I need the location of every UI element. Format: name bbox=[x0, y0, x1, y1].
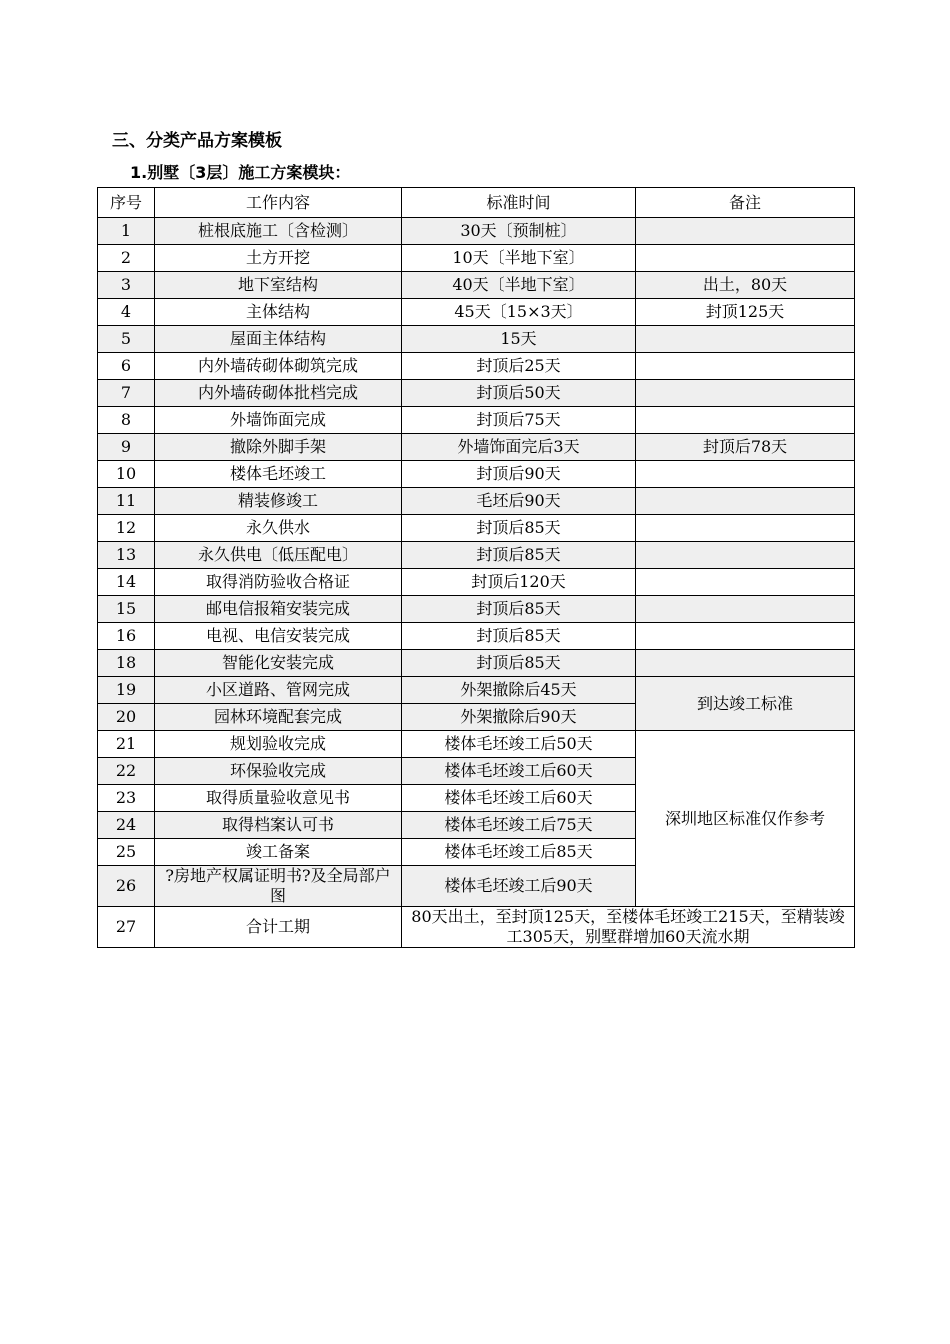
row-no: 1 bbox=[98, 218, 155, 245]
row-time: 外架撤除后90天 bbox=[402, 704, 636, 731]
row-content: 园林环境配套完成 bbox=[155, 704, 402, 731]
row-time: 45天〔15×3天〕 bbox=[402, 299, 636, 326]
row-no: 7 bbox=[98, 380, 155, 407]
row-content: 精装修竣工 bbox=[155, 488, 402, 515]
row-time: 15天 bbox=[402, 326, 636, 353]
row-content: 邮电信报箱安装完成 bbox=[155, 596, 402, 623]
row-no: 5 bbox=[98, 326, 155, 353]
row-time: 封顶后120天 bbox=[402, 569, 636, 596]
row-content: 电视、电信安装完成 bbox=[155, 623, 402, 650]
construction-schedule-table bbox=[97, 187, 855, 948]
row-no: 15 bbox=[98, 596, 155, 623]
row-note: 出土，80天 bbox=[636, 272, 855, 299]
row-no: 13 bbox=[98, 542, 155, 569]
row-no: 20 bbox=[98, 704, 155, 731]
table-row bbox=[98, 353, 855, 380]
row-no: 18 bbox=[98, 650, 155, 677]
table-row bbox=[98, 299, 855, 326]
row-no: 21 bbox=[98, 731, 155, 758]
row-content: 外墙饰面完成 bbox=[155, 407, 402, 434]
row-no: 9 bbox=[98, 434, 155, 461]
table-row bbox=[98, 650, 855, 677]
row-content: 取得档案认可书 bbox=[155, 812, 402, 839]
row-content: 永久供电〔低压配电〕 bbox=[155, 542, 402, 569]
module-title: 1.别墅〔3层〕施工方案模块： bbox=[130, 163, 351, 182]
row-no: 8 bbox=[98, 407, 155, 434]
merged-note-completion: 到达竣工标准 bbox=[636, 677, 855, 731]
row-no: 25 bbox=[98, 839, 155, 866]
row-content: 取得质量验收意见书 bbox=[155, 785, 402, 812]
table-row bbox=[98, 623, 855, 650]
row-time: 外墙饰面完后3天 bbox=[402, 434, 636, 461]
row-note bbox=[636, 353, 855, 380]
row-time: 封顶后85天 bbox=[402, 515, 636, 542]
row-no: 19 bbox=[98, 677, 155, 704]
row-time: 毛坯后90天 bbox=[402, 488, 636, 515]
row-time: 楼体毛坯竣工后60天 bbox=[402, 785, 636, 812]
row-no: 16 bbox=[98, 623, 155, 650]
row-note bbox=[636, 623, 855, 650]
row-content: 环保验收完成 bbox=[155, 758, 402, 785]
row-content: 取得消防验收合格证 bbox=[155, 569, 402, 596]
row-note: 封顶后78天 bbox=[636, 434, 855, 461]
row-time: 封顶后50天 bbox=[402, 380, 636, 407]
row-content: 永久供水 bbox=[155, 515, 402, 542]
row-time: 30天〔预制桩〕 bbox=[402, 218, 636, 245]
row-content: 楼体毛坯竣工 bbox=[155, 461, 402, 488]
row-note: 封顶125天 bbox=[636, 299, 855, 326]
table-row bbox=[98, 515, 855, 542]
total-summary: 80天出土，至封顶125天，至楼体毛坯竣工215天，至精装竣工305天，别墅群增加60天流水期 bbox=[402, 907, 855, 948]
row-note bbox=[636, 407, 855, 434]
row-time: 封顶后85天 bbox=[402, 542, 636, 569]
table-row bbox=[98, 380, 855, 407]
row-no: 2 bbox=[98, 245, 155, 272]
table-row bbox=[98, 407, 855, 434]
table-row bbox=[98, 542, 855, 569]
row-content: 竣工备案 bbox=[155, 839, 402, 866]
row-no: 26 bbox=[98, 866, 155, 907]
table-row bbox=[98, 596, 855, 623]
row-time: 楼体毛坯竣工后75天 bbox=[402, 812, 636, 839]
row-content: 小区道路、管网完成 bbox=[155, 677, 402, 704]
row-time: 楼体毛坯竣工后60天 bbox=[402, 758, 636, 785]
total-row bbox=[98, 907, 855, 948]
row-time: 10天〔半地下室〕 bbox=[402, 245, 636, 272]
row-time: 封顶后25天 bbox=[402, 353, 636, 380]
row-content: 屋面主体结构 bbox=[155, 326, 402, 353]
row-no: 6 bbox=[98, 353, 155, 380]
row-note bbox=[636, 461, 855, 488]
table-row bbox=[98, 569, 855, 596]
row-note bbox=[636, 380, 855, 407]
table-row bbox=[98, 245, 855, 272]
header-note: 备注 bbox=[636, 188, 855, 218]
row-time: 楼体毛坯竣工后85天 bbox=[402, 839, 636, 866]
header-content: 工作内容 bbox=[155, 188, 402, 218]
row-time: 封顶后85天 bbox=[402, 623, 636, 650]
row-content: ?房地产权属证明书?及全局部户图 bbox=[155, 866, 402, 907]
row-note bbox=[636, 326, 855, 353]
row-no: 23 bbox=[98, 785, 155, 812]
row-no: 24 bbox=[98, 812, 155, 839]
header-no: 序号 bbox=[98, 188, 155, 218]
row-note bbox=[636, 218, 855, 245]
section-heading: 三、分类产品方案模板 bbox=[112, 131, 282, 151]
row-time: 封顶后85天 bbox=[402, 650, 636, 677]
table-row bbox=[98, 677, 855, 704]
row-content: 内外墙砖砌体砌筑完成 bbox=[155, 353, 402, 380]
total-label: 合计工期 bbox=[155, 907, 402, 948]
merged-note-reference: 深圳地区标准仅作参考 bbox=[636, 731, 855, 907]
row-content: 撤除外脚手架 bbox=[155, 434, 402, 461]
row-no: 12 bbox=[98, 515, 155, 542]
row-no: 10 bbox=[98, 461, 155, 488]
table-row bbox=[98, 488, 855, 515]
table-row bbox=[98, 434, 855, 461]
table-row bbox=[98, 731, 855, 758]
row-content: 桩根底施工〔含检测〕 bbox=[155, 218, 402, 245]
row-content: 土方开挖 bbox=[155, 245, 402, 272]
row-time: 外架撤除后45天 bbox=[402, 677, 636, 704]
row-time: 封顶后85天 bbox=[402, 596, 636, 623]
row-content: 主体结构 bbox=[155, 299, 402, 326]
row-note bbox=[636, 542, 855, 569]
row-no: 4 bbox=[98, 299, 155, 326]
row-no: 14 bbox=[98, 569, 155, 596]
row-time: 40天〔半地下室〕 bbox=[402, 272, 636, 299]
row-note bbox=[636, 488, 855, 515]
table-row bbox=[98, 272, 855, 299]
row-no: 3 bbox=[98, 272, 155, 299]
row-content: 智能化安装完成 bbox=[155, 650, 402, 677]
row-note bbox=[636, 515, 855, 542]
row-time: 封顶后90天 bbox=[402, 461, 636, 488]
total-no: 27 bbox=[98, 907, 155, 948]
row-note bbox=[636, 569, 855, 596]
table-header-row bbox=[98, 188, 855, 218]
row-note bbox=[636, 245, 855, 272]
row-time: 楼体毛坯竣工后90天 bbox=[402, 866, 636, 907]
row-content: 内外墙砖砌体批档完成 bbox=[155, 380, 402, 407]
row-content: 规划验收完成 bbox=[155, 731, 402, 758]
table-row bbox=[98, 326, 855, 353]
row-time: 封顶后75天 bbox=[402, 407, 636, 434]
table-row bbox=[98, 218, 855, 245]
row-note bbox=[636, 650, 855, 677]
header-time: 标准时间 bbox=[402, 188, 636, 218]
row-no: 11 bbox=[98, 488, 155, 515]
table-row bbox=[98, 461, 855, 488]
row-note bbox=[636, 596, 855, 623]
row-content: 地下室结构 bbox=[155, 272, 402, 299]
row-time: 楼体毛坯竣工后50天 bbox=[402, 731, 636, 758]
row-no: 22 bbox=[98, 758, 155, 785]
